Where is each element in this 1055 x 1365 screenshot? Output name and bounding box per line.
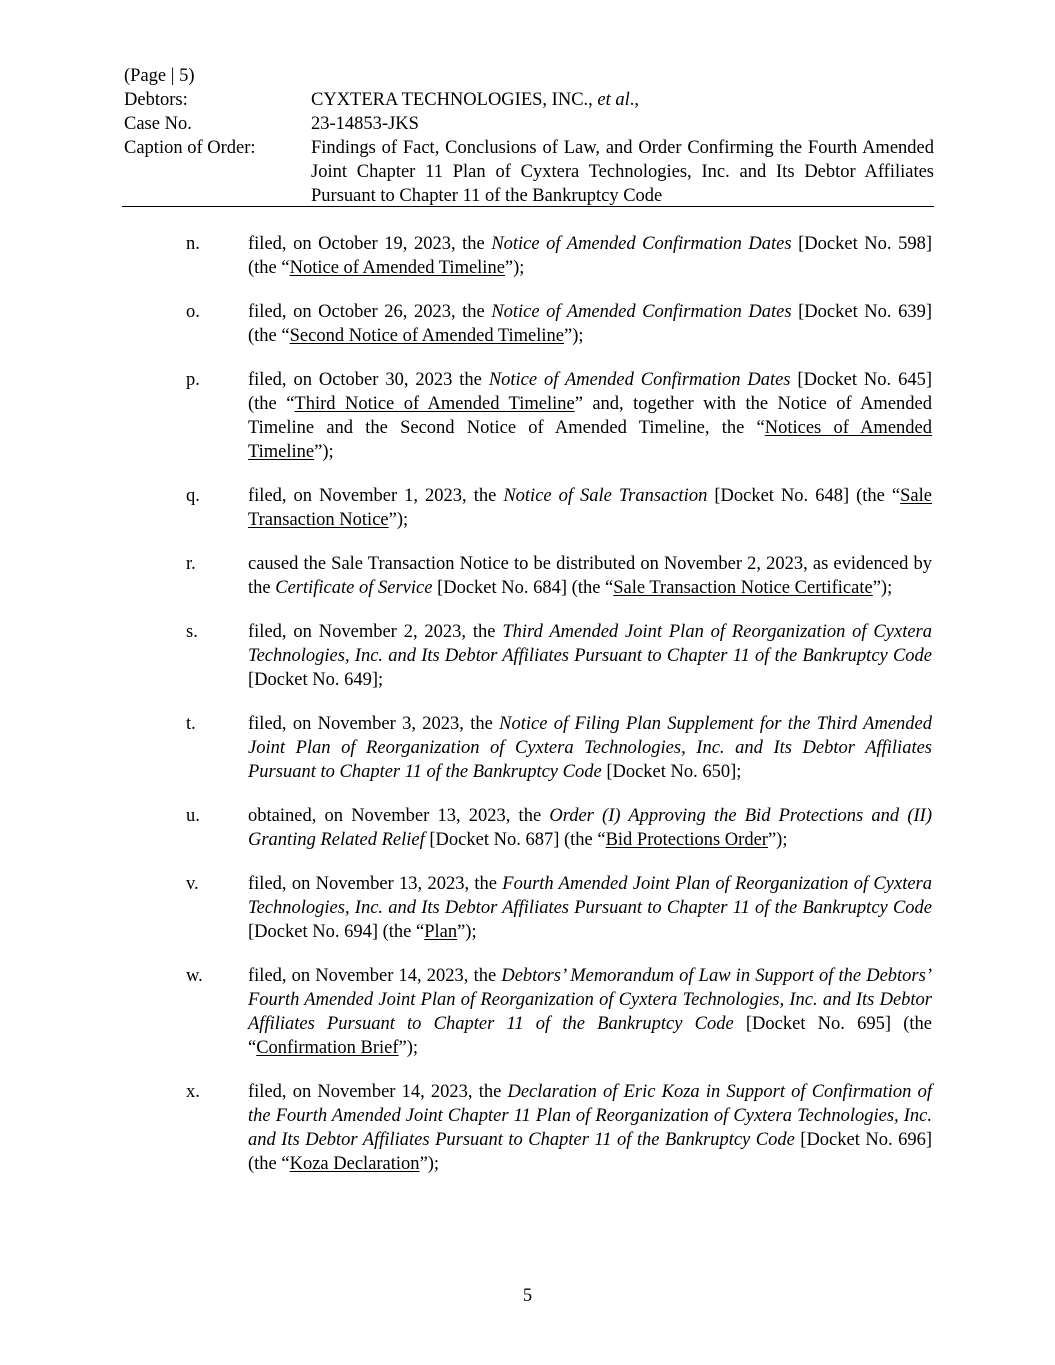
debtors-value (311, 88, 934, 112)
item-title-italic: Notice of Amended Confirmation Dates (491, 234, 792, 254)
item-text-segment: filed, on November 14, 2023, the (248, 1082, 508, 1102)
item-text-segment: [Docket No. 684] (the “ (432, 578, 614, 598)
caption-value: Findings of Fact, Conclusions of Law, and Order Confirming the Fourth Amended Joint Chapter 11 Plan of Cyxtera Technologies, Inc. and Its Debtor Affiliates Pursuant to Chapter 11 of the Bankruptcy Code (311, 138, 934, 206)
item-text-segment: ”); (398, 1038, 419, 1058)
item-text-segment: filed, on October 26, 2023, the (248, 302, 492, 322)
item-letter: o. (186, 302, 200, 322)
item-text (248, 964, 932, 1060)
item-text-segment: ”); (767, 830, 788, 850)
item-text-segment: [Docket No. 687] (the “ (424, 830, 606, 850)
item-letter: p. (186, 370, 200, 390)
item-letter: x. (186, 1082, 200, 1102)
item-text-segment: [Docket No. 695] (the “ (248, 1014, 932, 1058)
item-title-italic: Notice of Amended Confirmation Dates (488, 370, 791, 390)
header-case-row (124, 112, 934, 136)
item-defined-term: Notices of Amended Timeline (248, 418, 932, 462)
list-item (124, 964, 932, 1060)
item-text-segment: [Docket No. 650]; (601, 762, 742, 782)
header-divider (122, 206, 934, 207)
item-title-italic: Order (I) Approving the Bid Protections and (II) Granting Related Relief (248, 806, 932, 850)
item-letter: t. (186, 714, 196, 734)
debtors-trailing: ., (629, 90, 640, 110)
debtors-label: Debtors: (124, 90, 188, 110)
item-letter: n. (186, 234, 200, 254)
item-defined-term: Second Notice of Amended Timeline (289, 326, 564, 346)
item-defined-term: Sale Transaction Notice Certificate (613, 578, 873, 598)
item-letter: r. (186, 554, 196, 574)
item-text (248, 872, 932, 944)
item-text-segment: obtained, on November 13, 2023, the (248, 806, 550, 826)
item-title-italic: Certificate of Service (275, 578, 433, 598)
item-text-segment: filed, on November 1, 2023, the (248, 486, 504, 506)
item-letter: v. (186, 874, 199, 894)
item-title-italic: Fourth Amended Joint Plan of Reorganization of Cyxtera Technologies, Inc. and Its Debtor Affiliates Pursuant to Chapter 11 of the Bankruptcy Code (248, 874, 932, 918)
item-text-segment: [Docket No. 639] (the “ (248, 302, 932, 346)
item-text (248, 232, 932, 280)
item-text-segment: ”); (419, 1154, 440, 1174)
list-item (124, 620, 932, 692)
list-item (124, 368, 932, 464)
item-text-segment: filed, on November 14, 2023, the (248, 966, 502, 986)
page-number: 5 (522, 1286, 533, 1306)
item-defined-term: Koza Declaration (289, 1154, 420, 1174)
list-item (124, 300, 932, 348)
item-text-segment: [Docket No. 649]; (248, 670, 384, 690)
list-item (124, 1080, 932, 1176)
page-header (124, 64, 934, 208)
header-page-label: (Page | 5) (124, 66, 195, 86)
caption-label: Caption of Order: (124, 138, 256, 158)
header-page-line (124, 64, 934, 88)
item-text-segment: filed, on November 13, 2023, the (248, 874, 503, 894)
item-text-segment: [Docket No. 645] (the “ (248, 370, 932, 414)
item-text-segment: [Docket No. 696] (the “ (248, 1130, 932, 1174)
case-value: 23-14853-JKS (311, 114, 419, 134)
item-title-italic: Notice of Sale Transaction (503, 486, 708, 506)
item-letter: w. (186, 966, 203, 986)
item-text-segment: [Docket No. 694] (the “ (248, 922, 425, 942)
item-text-segment: ”); (457, 922, 477, 942)
item-text-segment: ”); (504, 258, 525, 278)
item-list (124, 232, 932, 1196)
item-text (248, 620, 932, 692)
item-text-segment: filed, on October 19, 2023, the (248, 234, 492, 254)
list-item (124, 232, 932, 280)
list-item (124, 804, 932, 852)
case-label: Case No. (124, 114, 192, 134)
item-text-segment: ”); (872, 578, 893, 598)
item-defined-term: Confirmation Brief (256, 1038, 399, 1058)
item-title-italic: Notice of Amended Confirmation Dates (491, 302, 792, 322)
item-text (248, 300, 932, 348)
item-title-italic: Debtors’ Memorandum of Law in Support of the Debtors’ Fourth Amended Joint Plan of Reorganization of Cyxtera Technologies, Inc. and Its Debtor Affiliates Pursuant to Chapter 11 of the Bankruptcy Code (248, 966, 932, 1034)
item-defined-term: Notice of Amended Timeline (289, 258, 505, 278)
item-defined-term: Third Notice of Amended Timeline (294, 394, 575, 414)
debtors-etal: et al (597, 90, 630, 110)
item-text-segment: filed, on October 30, 2023 the (248, 370, 489, 390)
item-text-segment: caused the Sale Transaction Notice to be distributed on November 2, 2023, as evidenced by the (248, 554, 932, 598)
item-text-segment: filed, on November 3, 2023, the (248, 714, 500, 734)
item-title-italic: Notice of Filing Plan Supplement for the Third Amended Joint Plan of Reorganization of Cyxtera Technologies, Inc. and Its Debtor Affiliates Pursuant to Chapter 11 of the Bankruptcy Code (248, 714, 932, 782)
header-caption-row (124, 136, 934, 208)
item-text-segment: filed, on November 2, 2023, the (248, 622, 503, 642)
item-letter: u. (186, 806, 200, 826)
item-text (248, 484, 932, 532)
list-item (124, 872, 932, 944)
item-text-segment: ” and, together with the Notice of Amended Timeline and the Second Notice of Amended Timeline, the “ (248, 394, 932, 438)
item-text-segment: ”); (314, 442, 334, 462)
item-defined-term: Plan (424, 922, 458, 942)
header-debtors-row (124, 88, 934, 112)
debtors-name: CYXTERA TECHNOLOGIES, INC., (311, 90, 593, 110)
item-defined-term: Bid Protections Order (605, 830, 768, 850)
item-text (248, 1080, 932, 1176)
item-text-segment: [Docket No. 648] (the “ (707, 486, 901, 506)
item-text-segment: ”); (388, 510, 409, 530)
item-letter: q. (186, 486, 200, 506)
list-item (124, 484, 932, 532)
list-item (124, 552, 932, 600)
item-text-segment: ”); (564, 326, 584, 346)
item-defined-term: Sale Transaction Notice (248, 486, 932, 530)
item-text (248, 552, 932, 600)
item-letter: s. (186, 622, 198, 642)
item-text (248, 712, 932, 784)
list-item (124, 712, 932, 784)
item-text-segment: [Docket No. 598] (the “ (248, 234, 932, 278)
item-title-italic: Third Amended Joint Plan of Reorganization of Cyxtera Technologies, Inc. and Its Debtor Affiliates Pursuant to Chapter 11 of the Bankruptcy Code (248, 622, 932, 666)
item-title-italic: Declaration of Eric Koza in Support of Confirmation of the Fourth Amended Joint Chapter 11 Plan of Reorganization of Cyxtera Technologies, Inc. and Its Debtor Affiliates Pursuant to Chapter 11 of the Bankruptcy Code (248, 1082, 932, 1150)
item-text (248, 368, 932, 464)
item-text (248, 804, 932, 852)
